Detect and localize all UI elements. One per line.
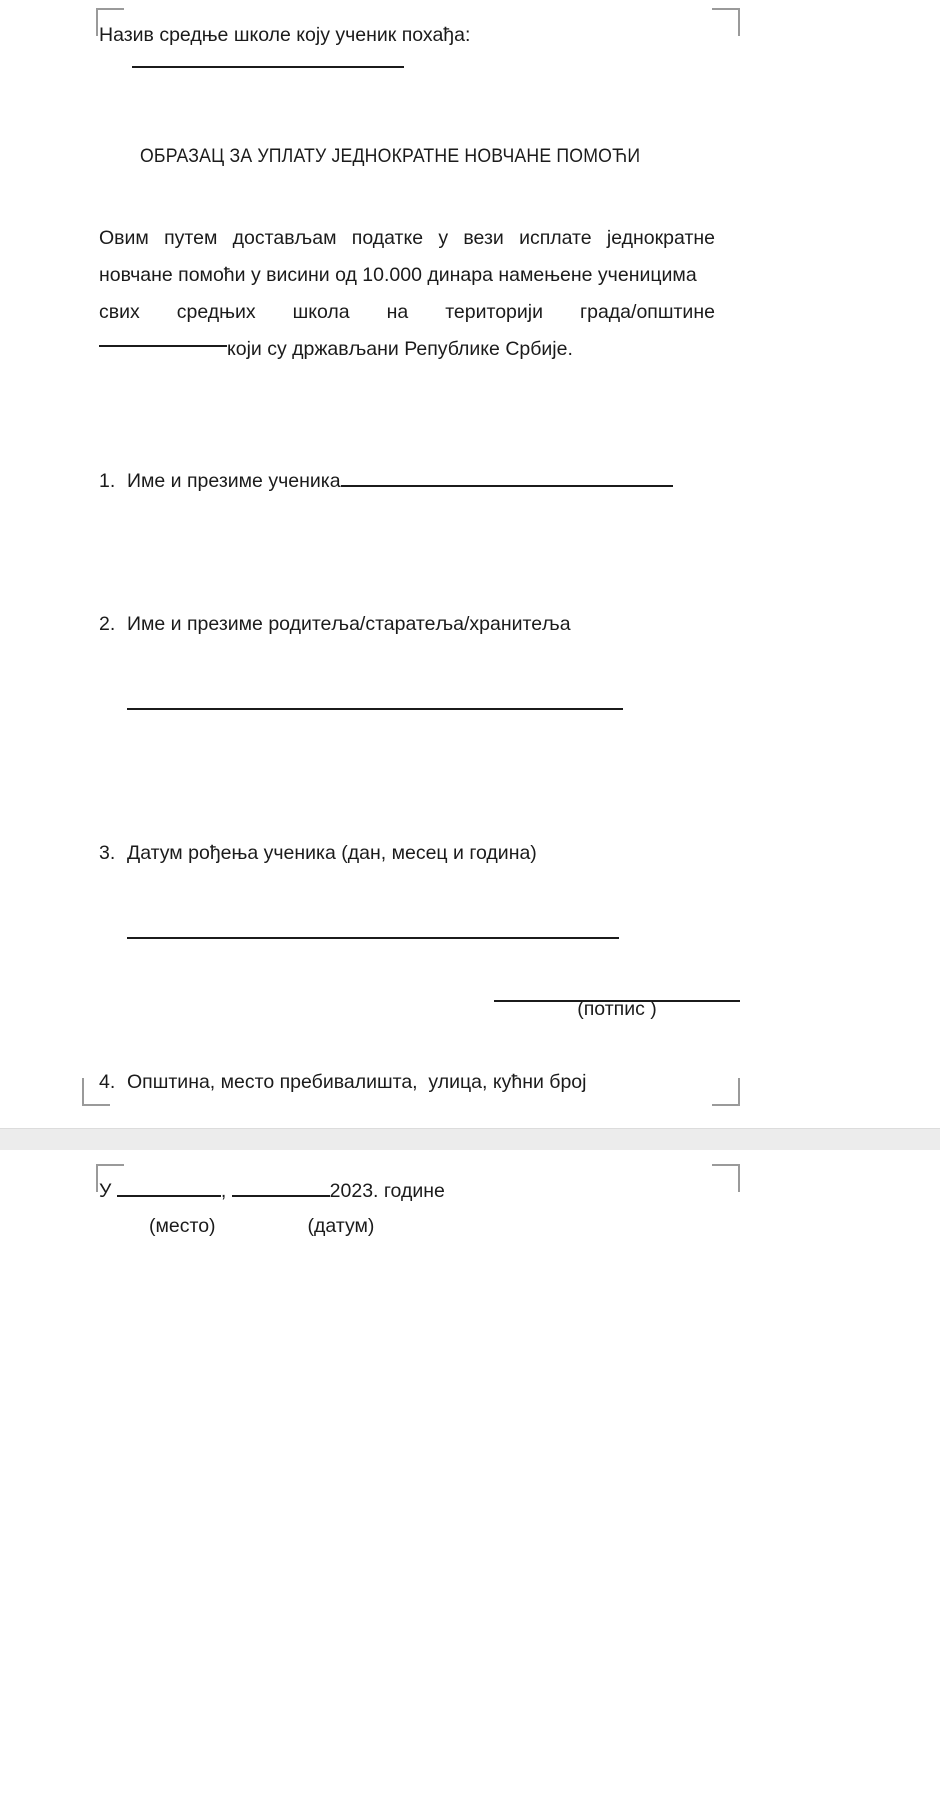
crop-mark-top-right (712, 8, 740, 36)
intro-word: у (438, 227, 449, 249)
intro-word: школа (292, 301, 350, 323)
intro-line-2-text: новчане помоћи у висини од 10.000 динара намењене ученицима (99, 264, 697, 286)
intro-line-4 (99, 331, 715, 368)
intro-word: исплате (519, 227, 592, 249)
intro-line-3 (99, 294, 715, 331)
intro-word: свих (99, 301, 140, 323)
item-label: Име и презиме родитеља/старатеља/хранитеља (127, 613, 571, 635)
place-blank[interactable] (117, 1182, 221, 1197)
item-number: 1. (99, 470, 116, 492)
intro-word: путем (164, 227, 218, 249)
list-item (99, 414, 719, 549)
parent-name-blank[interactable] (127, 708, 623, 710)
school-name-rule (132, 66, 404, 68)
caption-date: (датум) (307, 1215, 375, 1237)
intro-word: Овим (99, 227, 149, 249)
date-captions (99, 1213, 519, 1240)
intro-word: достављам (232, 227, 337, 249)
page-break-gap (0, 1128, 940, 1152)
comma-separator: , (220, 1180, 232, 1202)
intro-word: вези (463, 227, 504, 249)
intro-line-2 (99, 257, 715, 294)
year-suffix: 2023. године (329, 1180, 445, 1202)
list-item (99, 786, 719, 993)
intro-word: податке (351, 227, 424, 249)
page-two (0, 1150, 940, 1818)
school-name-label: Назив средње школе коју ученик похађа: (99, 24, 471, 46)
intro-paragraph (99, 220, 715, 368)
intro-word: територији (445, 301, 544, 323)
intro-word: града/општине (580, 301, 715, 323)
intro-word: једнократне (606, 227, 715, 249)
caption-place: (место) (149, 1215, 216, 1237)
item-label: Име и презиме ученика (127, 470, 341, 492)
student-name-blank[interactable] (341, 472, 673, 487)
item-label: Општина, место пребивалишта, улица, кућни број (127, 1071, 587, 1093)
birth-date-blank[interactable] (127, 937, 619, 939)
place-prefix: У (99, 1180, 117, 1202)
page-title: ОБРАЗАЦ ЗА УПЛАТУ ЈЕДНОКРАТНЕ НОВЧАНЕ ПОМОЋИ (140, 146, 641, 167)
intro-line-1 (99, 220, 715, 257)
item-number: 4. (99, 1071, 116, 1093)
date-line (99, 1178, 445, 1205)
intro-line-4-text: који су држављани Републике Србије. (227, 338, 573, 360)
item-label: Датум рођења ученика (дан, месец и година) (127, 842, 537, 864)
crop-mark-page-two-top-right (712, 1164, 740, 1192)
signature-caption: (потпис ) (577, 998, 657, 1020)
item-number: 2. (99, 613, 116, 635)
municipality-blank[interactable] (99, 331, 227, 347)
intro-word: на (386, 301, 409, 323)
item-number: 3. (99, 842, 116, 864)
list-item (99, 557, 719, 764)
intro-word: средњих (176, 301, 256, 323)
date-blank[interactable] (232, 1182, 330, 1197)
